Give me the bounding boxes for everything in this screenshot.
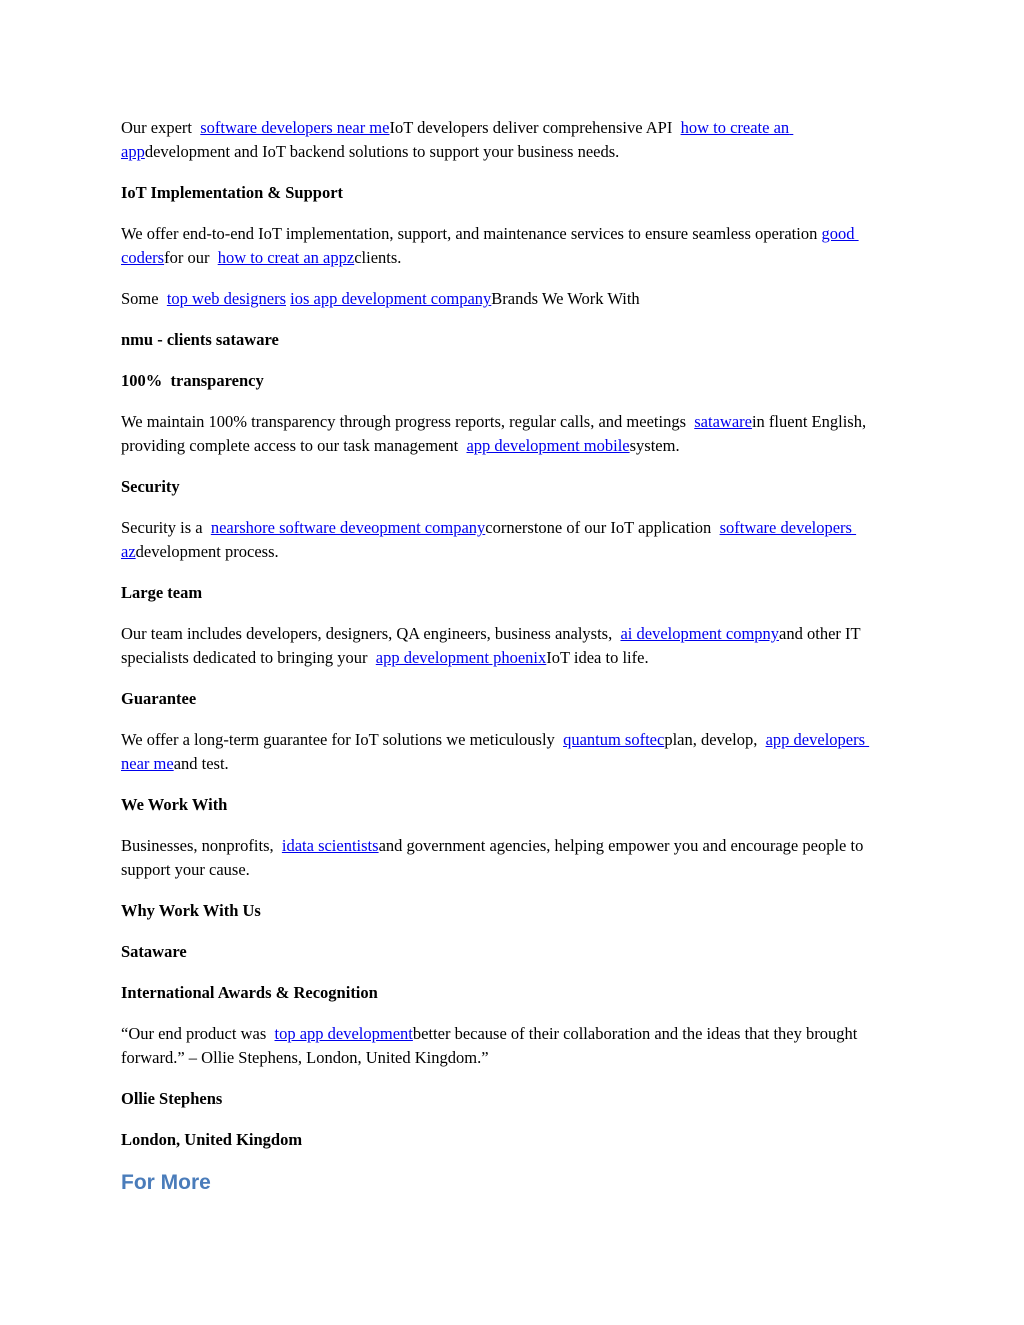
inline-link[interactable]: good coders: [121, 224, 859, 267]
paragraph: [121, 1022, 893, 1070]
paragraph: [121, 116, 893, 164]
inline-link[interactable]: software developers near me: [200, 118, 390, 137]
text-run: system.: [629, 436, 680, 455]
text-run: clients.: [354, 248, 402, 267]
section-heading: We Work With: [121, 795, 228, 814]
section-heading: 100% transparency: [121, 371, 264, 390]
text-run: plan, develop,: [664, 730, 766, 749]
text-run: in fluent English, providing complete access to our task management: [121, 412, 871, 455]
text-run: development and IoT backend solutions to support your business needs.: [144, 142, 620, 161]
inline-link[interactable]: ios app development company: [290, 289, 492, 308]
text-run: Some: [121, 289, 167, 308]
text-run: We offer end-to-end IoT implementation, support, and maintenance services to ensure seamless operation: [121, 224, 822, 243]
text-run: and other IT specialists dedicated to bringing your: [121, 624, 865, 667]
section-heading: Why Work With Us: [121, 901, 261, 920]
paragraph: [121, 728, 893, 776]
text-run: Brands We Work With: [491, 289, 640, 308]
text-run: “Our end product was: [121, 1024, 275, 1043]
text-run: Security is a: [121, 518, 211, 537]
text-run: cornerstone of our IoT application: [485, 518, 720, 537]
inline-link[interactable]: ai development compny: [620, 624, 780, 643]
inline-link[interactable]: top web designers: [166, 289, 286, 308]
inline-link[interactable]: software developers az: [121, 518, 857, 561]
section-heading: International Awards & Recognition: [121, 983, 378, 1002]
text-run: IoT developers deliver comprehensive API: [389, 118, 681, 137]
inline-link[interactable]: quantum softec: [563, 730, 665, 749]
text-run: Our team includes developers, designers, QA engineers, business analysts,: [121, 624, 621, 643]
paragraph: [121, 287, 893, 311]
inline-link[interactable]: app development mobile: [466, 436, 630, 455]
inline-link[interactable]: how to creat an appz: [217, 248, 355, 267]
inline-link[interactable]: nearshore software deveopment company: [210, 518, 486, 537]
inline-link[interactable]: sataware: [694, 412, 752, 431]
for-more-heading: For More: [121, 1171, 211, 1194]
section-heading: IoT Implementation & Support: [121, 183, 344, 202]
section-heading: Ollie Stephens: [121, 1089, 223, 1108]
section-heading: nmu - clients sataware: [121, 330, 279, 349]
inline-link[interactable]: how to create an app: [121, 118, 794, 161]
text-run: for our: [164, 248, 218, 267]
paragraph: [121, 516, 893, 564]
inline-link[interactable]: app development phoenix: [375, 648, 547, 667]
text-run: and government agencies, helping empower you and encourage people to support your cause.: [121, 836, 868, 879]
text-run: Our expert: [121, 118, 201, 137]
paragraph: [121, 622, 893, 670]
text-run: We maintain 100% transparency through progress reports, regular calls, and meetings: [121, 412, 695, 431]
document-content: [121, 116, 893, 1197]
inline-link[interactable]: app developers near me: [121, 730, 870, 773]
text-run: development process.: [135, 542, 279, 561]
paragraph: [121, 410, 893, 458]
section-heading: Large team: [121, 583, 203, 602]
inline-link[interactable]: idata scientists: [281, 836, 379, 855]
text-run: and test.: [173, 754, 229, 773]
text-run: Businesses, nonprofits,: [121, 836, 282, 855]
text-run: We offer a long-term guarantee for IoT solutions we meticulously: [121, 730, 564, 749]
inline-link[interactable]: top app development: [274, 1024, 413, 1043]
paragraph: [121, 834, 893, 882]
section-heading: Sataware: [121, 942, 187, 961]
section-heading: Security: [121, 477, 180, 496]
text-run: IoT idea to life.: [546, 648, 649, 667]
section-heading: London, United Kingdom: [121, 1130, 303, 1149]
text-run: better because of their collaboration and the ideas that they brought forward.” – Ollie Stephens, London, United Kingdom.”: [121, 1024, 862, 1067]
section-heading: Guarantee: [121, 689, 197, 708]
paragraph: [121, 222, 893, 270]
